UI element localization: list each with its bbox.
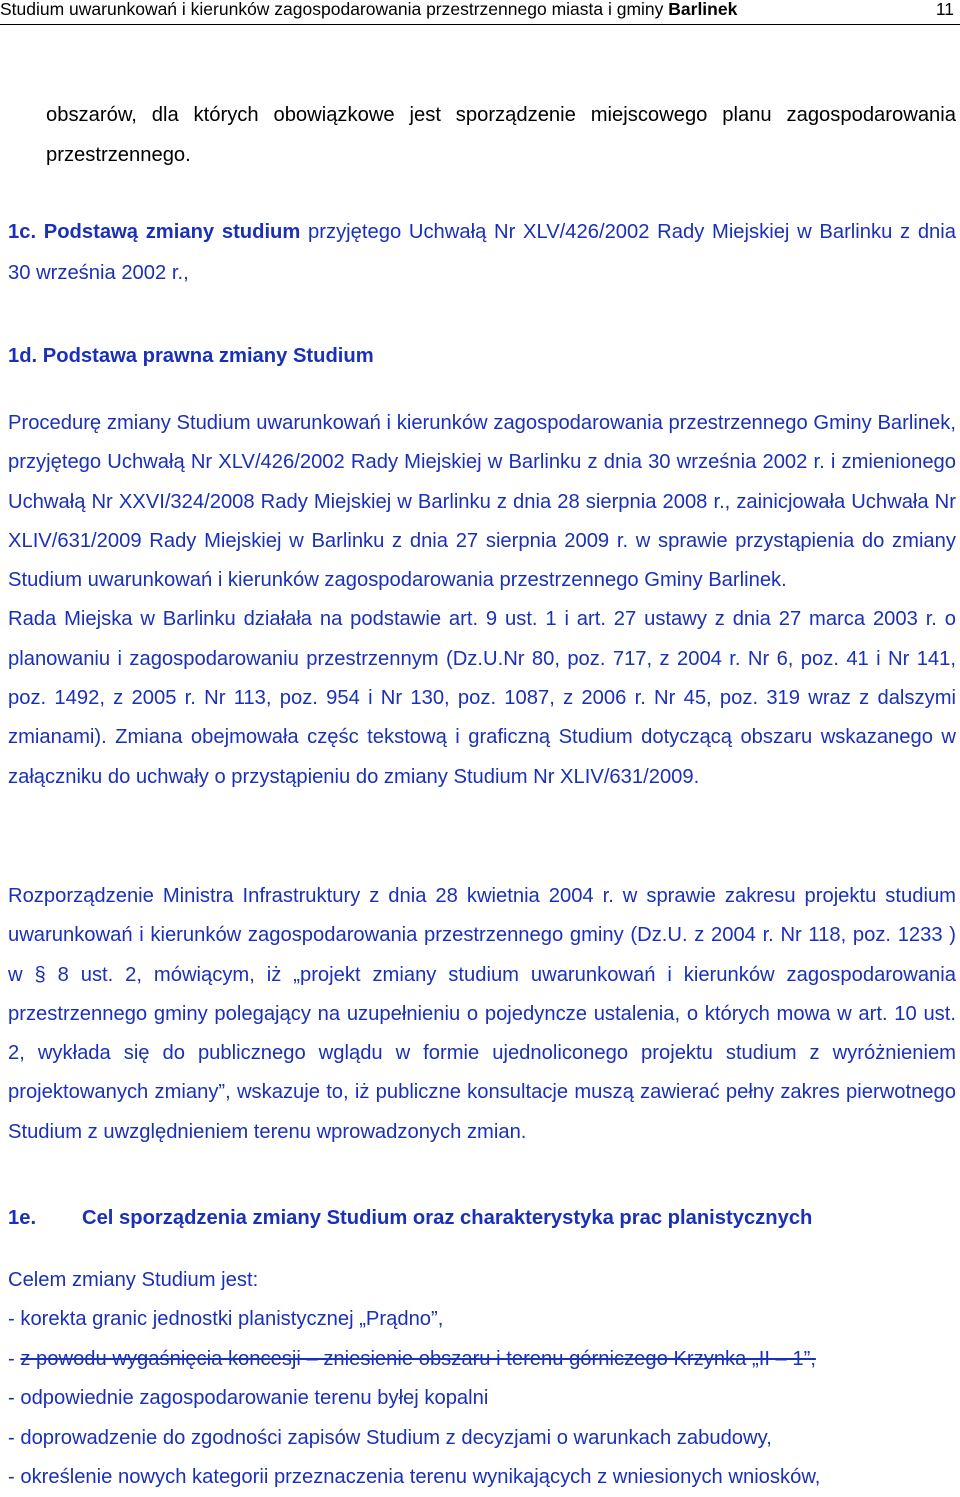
section-1c-text: przyjętego Uchwałą Nr XLV/426/2002 Rady Miejskiej w Barlinku z dnia 30 września 2002 r., [8, 221, 956, 284]
goals-intro: Celem zmiany Studium jest: [8, 1269, 259, 1291]
paragraph-regulation: Rozporządzenie Ministra Infrastruktury z dnia 28 kwietnia 2004 r. w sprawie zakresu projektu studium uwarunkowań i kierunków zagospodarowania przestrzennego gminy (Dz.U. z 2004 r. Nr 118, poz. 1233 ) w § 8 ust. 2, mówiącym, iż „projekt zmiany studium uwarunkowań i kierunków zagospodarowania przestrzennego gminy polegający na uzupełnieniu o pojedyncze ustalenia, o których mowa w art. 10 ust. 2, wykłada się do publicznego wglądu w formie ujednoliconego projektu studium z wyróżnieniem projektowanych zmiany”, wskazuje to, iż publiczne konsultacje muszą zawierać pełny zakres pierwotnego Studium z uwzględnieniem terenu wprowadzonych zmian. [8, 885, 956, 1143]
heading-1d: 1d. Podstawa prawna zmiany Studium [8, 345, 374, 367]
paragraph-1c [8, 212, 956, 294]
list-item: - doprowadzenie do zgodności zapisów Studium z decyzjami o warunkach zabudowy, [8, 1427, 772, 1449]
page-header [0, 0, 960, 25]
list-item: - odpowiednie zagospodarowanie terenu byłej kopalni [8, 1387, 489, 1409]
legal-basis-council: Rada Miejska w Barlinku działała na podstawie art. 9 ust. 1 i art. 27 ustawy z dnia 27 marca 2003 r. o planowaniu i zagospodarowaniu przestrzennym (Dz.U.Nr 80, poz. 717, z 2004 r. Nr 6, poz. 41 i Nr 141, poz. 1492, z 2005 r. Nr 113, poz. 954 i Nr 130, poz. 1087, z 2006 r. Nr 45, poz. 319 wraz z dalszymi zmianami). Zmiana obejmowała częśc tekstową i graficzną Studium dotyczącą obszaru wskazanego w załączniku do uchwały o przystąpieniu do zmiany Studium Nr XLIV/631/2009. [8, 608, 956, 788]
list-item: - określenie nowych kategorii przeznaczenia terenu wynikających z wniesionych wniosków, [8, 1466, 821, 1488]
section-1e-number: 1e. [8, 1207, 37, 1229]
list-item-struck: - z powodu wygaśnięcia koncesji – zniesienie obszaru i terenu górniczego Krzynka „II – 1”, [8, 1348, 816, 1370]
legal-basis-procedure: Procedurę zmiany Studium uwarunkowań i kierunków zagospodarowania przestrzennego Gminy Barlinek, przyjętego Uchwałą Nr XLV/426/2002 Rady Miejskiej w Barlinku z dnia 30 września 2002 r. i zmienionego Uchwałą Nr XXVI/324/2008 Rady Miejskiej w Barlinku z dnia 28 sierpnia 2008 r., zainicjowała Uchwała Nr XLIV/631/2009 Rady Miejskiej w Barlinku z dnia 27 sierpnia 2009 r. w sprawie przystąpienia do zmiany Studium uwarunkowań i kierunków zagospodarowania przestrzennego Gminy Barlinek. [8, 412, 956, 592]
section-1e-title: Cel sporządzenia zmiany Studium oraz charakterystyka prac planistycznych [82, 1207, 813, 1229]
paragraph-planning-areas: obszarów, dla których obowiązkowe jest sporządzenie miejscowego planu zagospodarowania przestrzennego. [46, 104, 956, 166]
heading-1e [8, 1199, 956, 1238]
header-title: Studium uwarunkowań i kierunków zagospodarowania przestrzennego miasta i gminy Barlinek [0, 0, 738, 19]
page-number: 11 [935, 0, 954, 19]
list-item: - korekta granic jednostki planistycznej „Prądno”, [8, 1308, 444, 1330]
paragraph-legal-basis [8, 404, 956, 797]
section-1c-label: 1c. Podstawą zmiany studium [8, 221, 301, 243]
header-title-bold: Barlinek [668, 0, 738, 19]
